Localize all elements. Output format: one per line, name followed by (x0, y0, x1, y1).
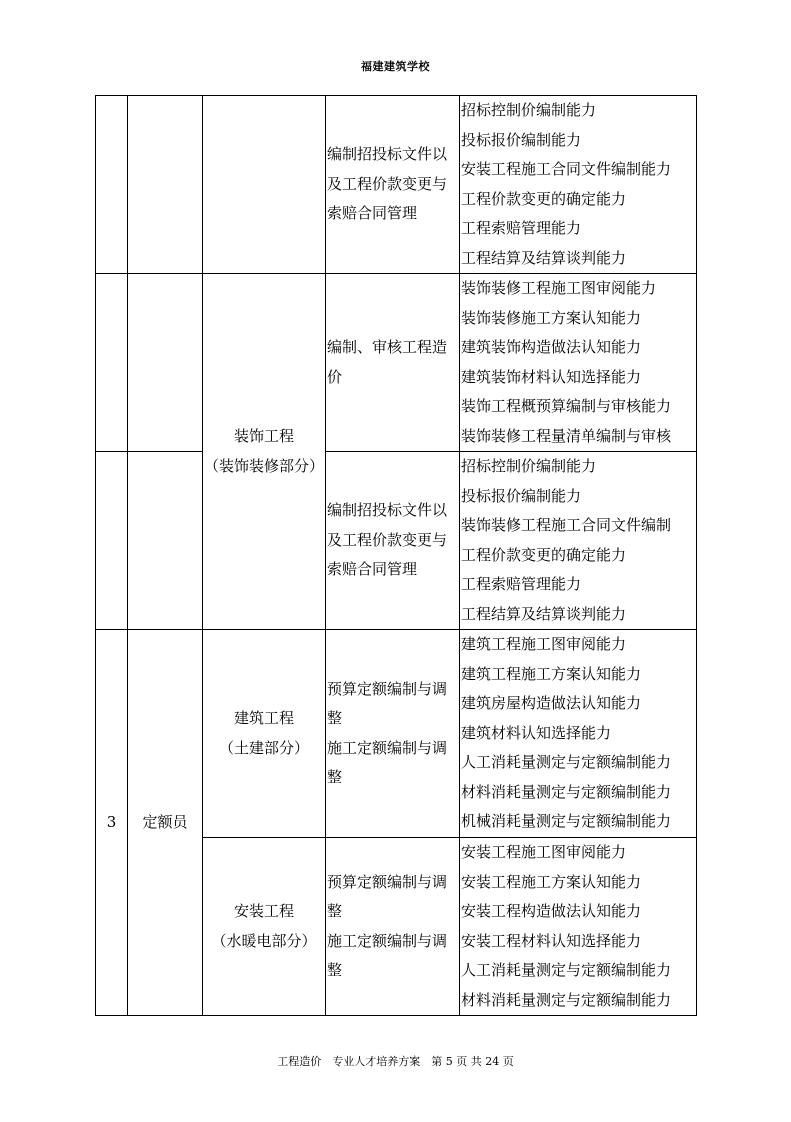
ability-item: 人工消耗量测定与定额编制能力 (461, 753, 672, 772)
ability-item: 建筑装饰材料认知选择能力 (461, 367, 642, 386)
ability-cell (460, 274, 697, 452)
task-cell (326, 630, 460, 838)
ability-item: 工程结算及结算谈判能力 (461, 248, 627, 267)
ability-cell (460, 630, 697, 838)
module-subtitle: （装饰装修部分） (203, 456, 324, 475)
num-cell (96, 274, 128, 452)
module-subtitle: （土建部分） (218, 738, 309, 757)
ability-item: 机械消耗量测定与定额编制能力 (461, 812, 672, 831)
ability-item: 人工消耗量测定与定额编制能力 (461, 961, 672, 979)
module-name: 安装工程 (233, 902, 294, 920)
num-cell: 3 (96, 630, 128, 1016)
ability-item: 工程价款变更的确定能力 (461, 189, 627, 208)
ability-item: 工程索赔管理能力 (461, 219, 582, 237)
position-cell: 定额员 (128, 630, 203, 1016)
module-name: 建筑工程 (233, 709, 294, 727)
ability-item: 装饰装修工程施工合同文件编制 (461, 516, 672, 534)
ability-item: 装饰装修工程量清单编制与审核 (461, 426, 672, 445)
ability-item: 建筑装饰构造做法认知能力 (461, 338, 642, 356)
ability-item: 装饰装修工程施工图审阅能力 (461, 279, 657, 297)
ability-item: 安装工程施工图审阅能力 (461, 843, 627, 861)
ability-item: 装饰装修施工方案认知能力 (461, 308, 642, 327)
ability-item: 投标报价编制能力 (461, 486, 582, 505)
task-cell (326, 838, 460, 1016)
ability-item: 安装工程施工方案认知能力 (461, 872, 642, 891)
task-cell (326, 274, 460, 452)
num-cell (96, 452, 128, 630)
ability-item: 建筑工程施工方案认知能力 (461, 664, 642, 683)
module-cell (203, 96, 326, 274)
task-text: 编制招投标文件以及工程价款变更与索赔合同管理 (327, 501, 448, 579)
ability-item: 安装工程构造做法认知能力 (461, 902, 642, 920)
module-name: 装饰工程 (233, 427, 294, 445)
ability-item: 工程价款变更的确定能力 (461, 545, 627, 564)
ability-item: 招标控制价编制能力 (461, 101, 597, 119)
ability-item: 工程索赔管理能力 (461, 575, 582, 593)
position-cell (128, 452, 203, 630)
table-row (96, 452, 697, 630)
num-cell (96, 96, 128, 274)
ability-item: 装饰工程概预算编制与审核能力 (461, 397, 672, 415)
module-cell (203, 630, 326, 838)
ability-item: 工程结算及结算谈判能力 (461, 604, 627, 623)
ability-item: 安装工程施工合同文件编制能力 (461, 160, 672, 178)
ability-cell (460, 838, 697, 1016)
page-footer: 工程造价 专业人才培养方案 第 5 页 共 24 页 (277, 1055, 514, 1068)
ability-cell (460, 452, 697, 630)
position-cell (128, 96, 203, 274)
module-subtitle: （水暖电部分） (211, 931, 317, 950)
task-cell (326, 96, 460, 274)
ability-item: 材料消耗量测定与定额编制能力 (461, 990, 672, 1009)
ability-item: 材料消耗量测定与定额编制能力 (461, 782, 672, 801)
ability-cell (460, 96, 697, 274)
task-text: 预算定额编制与调整 (327, 679, 448, 727)
module-cell (203, 838, 326, 1016)
task-text: 施工定额编制与调整 (327, 738, 448, 786)
table-row (96, 96, 697, 274)
ability-item: 安装工程材料认知选择能力 (461, 931, 642, 950)
task-text: 编制、审核工程造价 (327, 338, 448, 386)
position-cell (128, 274, 203, 452)
task-cell (326, 452, 460, 630)
module-cell (203, 274, 326, 630)
ability-item: 建筑工程施工图审阅能力 (461, 635, 627, 654)
curriculum-table (95, 95, 697, 1016)
task-text: 编制招投标文件以及工程价款变更与索赔合同管理 (327, 145, 448, 223)
ability-item: 投标报价编制能力 (461, 130, 582, 149)
table-row (96, 630, 697, 838)
ability-item: 建筑材料认知选择能力 (461, 723, 612, 742)
page-header-title: 福建建筑学校 (361, 60, 430, 73)
table-row (96, 274, 697, 452)
ability-item: 建筑房屋构造做法认知能力 (461, 694, 642, 713)
ability-item: 招标控制价编制能力 (461, 457, 597, 475)
task-text: 施工定额编制与调整 (327, 931, 448, 979)
task-text: 预算定额编制与调整 (327, 872, 448, 920)
